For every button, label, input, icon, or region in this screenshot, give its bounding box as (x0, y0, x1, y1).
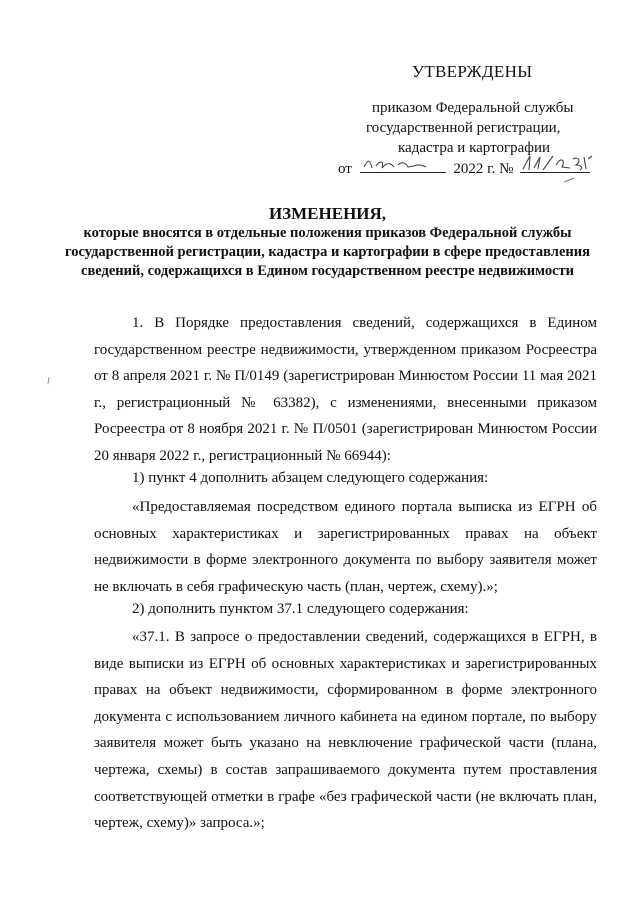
stray-pen-mark (562, 176, 578, 184)
quote-2: «37.1. В запросе о предоставлении сведений, содержащихся в ЕГРН, в виде выписки из ЕГРН об основных характеристиках и зарегистрированных правах на объект недвижимости, сформированном в форме электронного документа с использованием личного кабинета на едином портале, по выбору заявителя может быть указано на невключение графической части (плана, чертежа, схемы) в состав запрашиваемого документа путем проставления соответствующей отметки в графе «без графической части (не включать план, чертеж, схему)» запроса.»; (94, 629, 597, 832)
item-1: 1) пункт 4 дополнить абзацем следующего содержания: (132, 470, 489, 486)
approval-title: УТВЕРЖДЕНЫ (412, 62, 533, 81)
heading-subtitle: которые вносятся в отдельные положения приказов Федеральной службы государственной регистрации, кадастра и картографии в сфере предоставления сведений, содержащихся в Едином государственном реестре недвижимости (65, 225, 590, 279)
order-line-3: кадастра и картографии (398, 140, 551, 156)
document-heading (60, 204, 595, 281)
year-and-number-label: 2022 г. № (453, 161, 514, 177)
item-2: 2) дополнить пунктом 37.1 следующего содержания: (132, 601, 469, 617)
handwritten-date-field (360, 158, 446, 173)
handwritten-number-field (520, 158, 590, 173)
handwritten-number-scribble (520, 153, 596, 175)
date-prefix: от (338, 161, 352, 177)
order-line-2: государственной регистрации, (366, 120, 561, 136)
heading-title: ИЗМЕНЕНИЯ, (268, 204, 387, 223)
paragraph-1: 1. В Порядке предоставления сведений, содержащихся в Едином государственном реестре недвижимости, утвержденном приказом Росреестра от 8 апреля 2021 г. № П/0149 (зарегистрирован Минюстом России 11 мая 2021 г., регистрационный № 63382), с изменениями, внесенными приказом Росреестра от 8 ноября 2021 г. № П/0501 (зарегистрирован Минюстом России 20 января 2022 г., регистрационный № 66944): (94, 315, 597, 464)
handwritten-date-scribble (360, 153, 446, 173)
margin-mark (46, 376, 52, 386)
order-line-1: приказом Федеральной службы (372, 100, 574, 116)
quote-1: «Предоставляемая посредством единого портала выписка из ЕГРН об основных характеристиках и зарегистрированных правах на объект недвижимости в форме электронного документа по выбору заявителя может не включать в себя графическую часть (план, чертеж, схему).»; (94, 499, 597, 595)
order-date-line (338, 158, 590, 178)
